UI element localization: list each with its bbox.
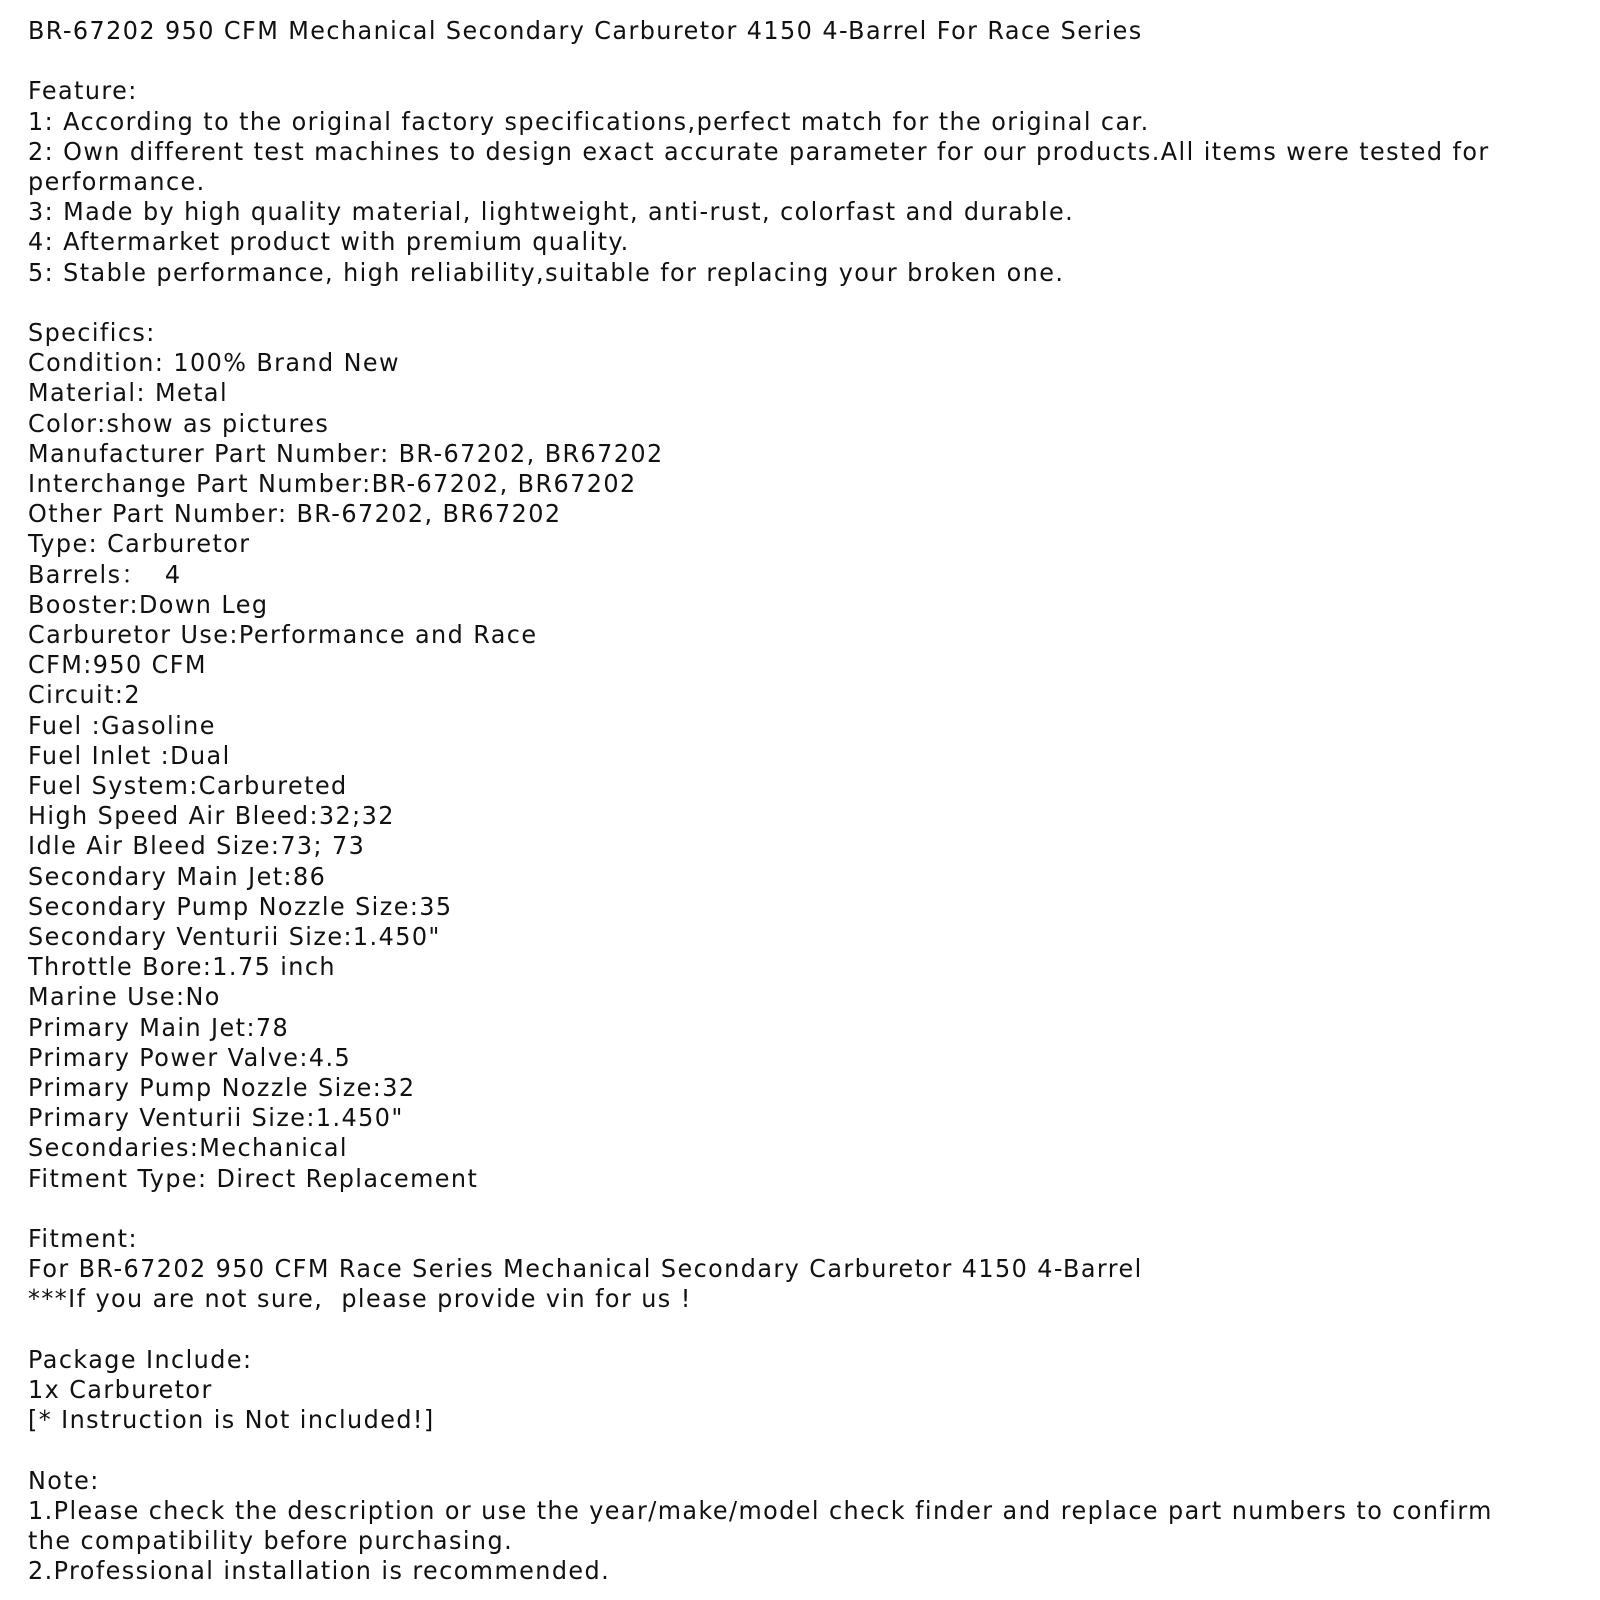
fitment-item: ***If you are not sure, please provide vin for us ! bbox=[28, 1284, 692, 1314]
spec-item: Interchange Part Number:BR-67202, BR67202 bbox=[28, 469, 637, 499]
spec-item: Fuel Inlet :Dual bbox=[28, 740, 231, 770]
fitment-item: For BR-67202 950 CFM Race Series Mechanical Secondary Carburetor 4150 4-Barrel bbox=[28, 1254, 1143, 1284]
spacer bbox=[28, 1194, 1499, 1224]
feature-item: 3: Made by high quality material, lightweight, anti-rust, colorfast and durable. bbox=[28, 197, 1075, 227]
feature-item: 2: Own different test machines to design exact accurate parameter for our products.All items were tested for performance. bbox=[28, 136, 1490, 196]
spec-item: Color:show as pictures bbox=[28, 408, 330, 438]
note-item: 2.Professional installation is recommended. bbox=[28, 1556, 611, 1586]
product-description bbox=[28, 16, 1499, 1586]
feature-item: 4: Aftermarket product with premium quality. bbox=[28, 227, 630, 257]
feature-heading: Feature: bbox=[28, 76, 138, 106]
spec-item: High Speed Air Bleed:32;32 bbox=[28, 801, 395, 831]
spec-item: Primary Power Valve:4.5 bbox=[28, 1042, 352, 1072]
product-title: BR-67202 950 CFM Mechanical Secondary Carburetor 4150 4-Barrel For Race Series bbox=[28, 16, 1143, 45]
spec-item: CFM:950 CFM bbox=[28, 650, 207, 680]
package-item: [* Instruction is Not included!] bbox=[28, 1405, 435, 1435]
spec-item: Type: Carburetor bbox=[28, 529, 251, 559]
specifics-heading: Specifics: bbox=[28, 318, 156, 347]
spec-item: Secondary Venturii Size:1.450" bbox=[28, 922, 441, 952]
fitment-heading: Fitment: bbox=[28, 1224, 138, 1254]
package-heading: Package Include: bbox=[28, 1344, 253, 1374]
spec-item: Secondaries:Mechanical bbox=[28, 1133, 348, 1163]
spec-item: Primary Pump Nozzle Size:32 bbox=[28, 1073, 416, 1103]
spec-item: Barrels： 4 bbox=[28, 559, 182, 589]
note-heading: Note: bbox=[28, 1465, 100, 1495]
spec-item: Other Part Number: BR-67202, BR67202 bbox=[28, 499, 562, 529]
spec-item: Marine Use:No bbox=[28, 982, 221, 1012]
spec-item: Primary Main Jet:78 bbox=[28, 1012, 290, 1042]
spacer bbox=[28, 288, 1499, 318]
spec-item: Secondary Pump Nozzle Size:35 bbox=[28, 891, 453, 921]
spec-item: Fuel System:Carbureted bbox=[28, 771, 348, 801]
spacer bbox=[28, 1315, 1499, 1345]
spec-item: Fuel :Gasoline bbox=[28, 710, 216, 740]
feature-item: 1: According to the original factory specifications,perfect match for the original car. bbox=[28, 106, 1150, 136]
spec-item: Throttle Bore:1.75 inch bbox=[28, 952, 336, 982]
spec-item: Material: Metal bbox=[28, 378, 229, 408]
spec-item: Booster:Down Leg bbox=[28, 589, 269, 619]
package-item: 1x Carburetor bbox=[28, 1375, 213, 1405]
spec-item: Condition: 100% Brand New bbox=[28, 348, 401, 378]
spec-item: Manufacturer Part Number: BR-67202, BR67202 bbox=[28, 438, 664, 468]
spec-item: Fitment Type: Direct Replacement bbox=[28, 1163, 479, 1193]
spec-item: Circuit:2 bbox=[28, 680, 141, 710]
feature-item: 5: Stable performance, high reliability,suitable for replacing your broken one. bbox=[28, 257, 1065, 287]
spec-item: Carburetor Use:Performance and Race bbox=[28, 620, 538, 650]
spacer bbox=[28, 46, 1499, 76]
note-item: 1.Please check the description or use the year/make/model check finder and replace part numbers to confirm the compatibility before purchasing. bbox=[28, 1495, 1493, 1556]
spec-item: Idle Air Bleed Size:73; 73 bbox=[28, 831, 366, 861]
spec-item: Primary Venturii Size:1.450" bbox=[28, 1103, 404, 1133]
spec-item: Secondary Main Jet:86 bbox=[28, 861, 327, 891]
spacer bbox=[28, 1435, 1499, 1465]
